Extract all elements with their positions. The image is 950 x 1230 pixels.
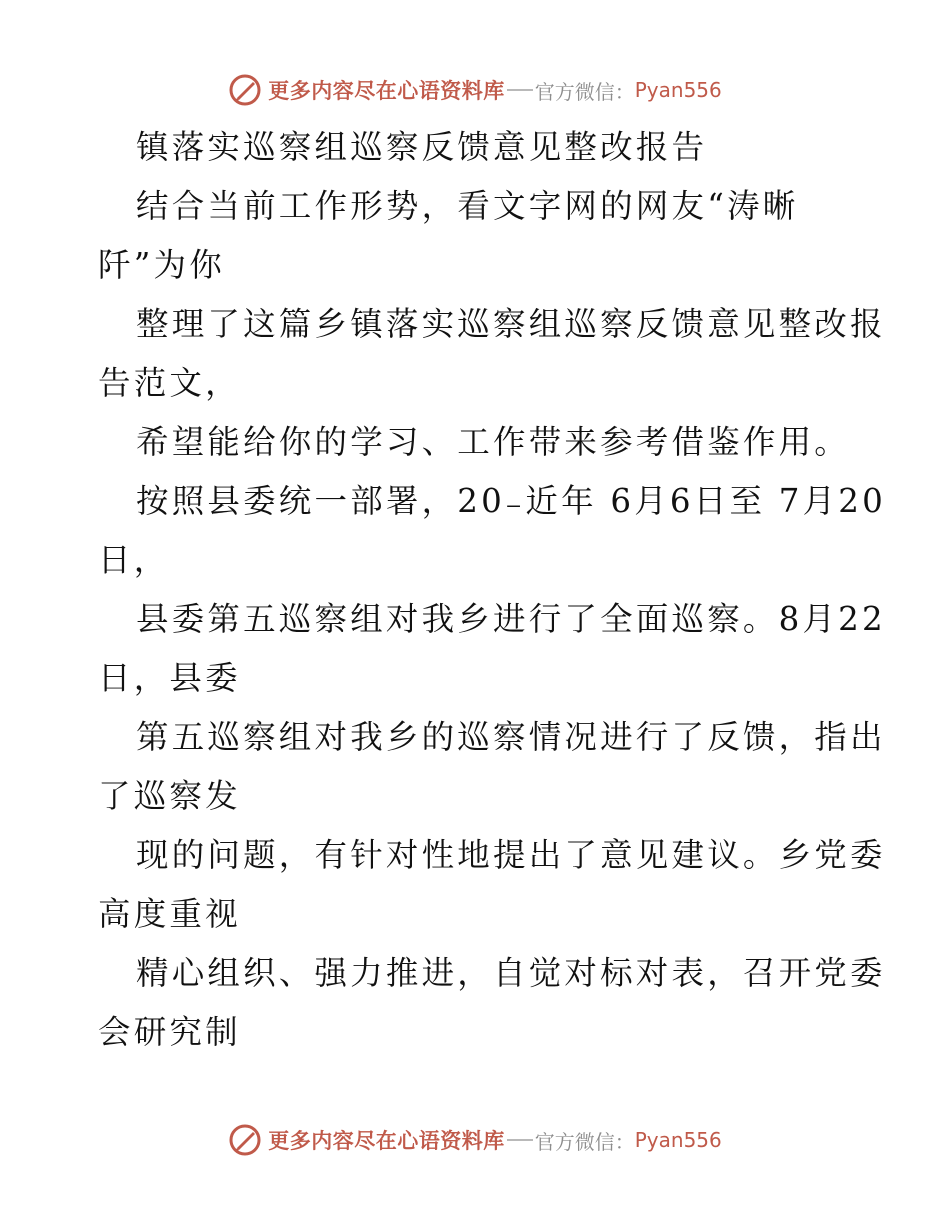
document-line: 按照县委统一部署，20₋近年 6月6日至 7月20 bbox=[136, 482, 887, 520]
document-line: 结合当前工作形势，看文字网的网友“涛晰 bbox=[136, 187, 799, 225]
document-line: 现的问题，有针对性地提出了意见建议。乡党委 bbox=[136, 836, 886, 874]
document-line: 整理了这篇乡镇落实巡察组巡察反馈意见整改报 bbox=[136, 305, 886, 343]
document-line: 高度重视 bbox=[98, 895, 241, 933]
footer-wechat-account: Pyan556 bbox=[634, 1128, 722, 1152]
document-body bbox=[98, 118, 887, 1062]
document-line: 镇落实巡察组巡察反馈意见整改报告 bbox=[136, 128, 708, 166]
footer-brand-text: 更多内容尽在心语资料库 bbox=[268, 1128, 505, 1153]
header-brand-text: 更多内容尽在心语资料库 bbox=[268, 78, 505, 103]
header-dash bbox=[507, 89, 533, 91]
document-line: 希望能给你的学习、工作带来参考借鉴作用。 bbox=[136, 423, 851, 461]
footer-watermark bbox=[0, 1118, 950, 1162]
quill-pen-logo-icon bbox=[228, 73, 262, 107]
footer-wechat-label: 官方微信： bbox=[534, 1129, 635, 1154]
header-wechat-label: 官方微信： bbox=[534, 79, 635, 104]
document-line: 精心组织、强力推进，自觉对标对表，召开党委 bbox=[136, 954, 886, 992]
header-watermark bbox=[0, 68, 950, 112]
document-line: 县委第五巡察组对我乡进行了全面巡察。8月22 bbox=[136, 600, 886, 638]
quill-pen-logo-icon bbox=[228, 1123, 262, 1157]
header-wechat-account: Pyan556 bbox=[634, 78, 722, 102]
document-line: 日，县委 bbox=[98, 659, 241, 697]
document-line: 了巡察发 bbox=[98, 777, 241, 815]
document-line: 阡”为你 bbox=[98, 246, 225, 284]
document-line: 第五巡察组对我乡的巡察情况进行了反馈，指出 bbox=[136, 718, 886, 756]
document-line: 日， bbox=[98, 541, 170, 579]
document-line: 告范文， bbox=[98, 364, 241, 402]
document-line: 会研究制 bbox=[98, 1013, 241, 1051]
footer-dash bbox=[507, 1139, 533, 1141]
